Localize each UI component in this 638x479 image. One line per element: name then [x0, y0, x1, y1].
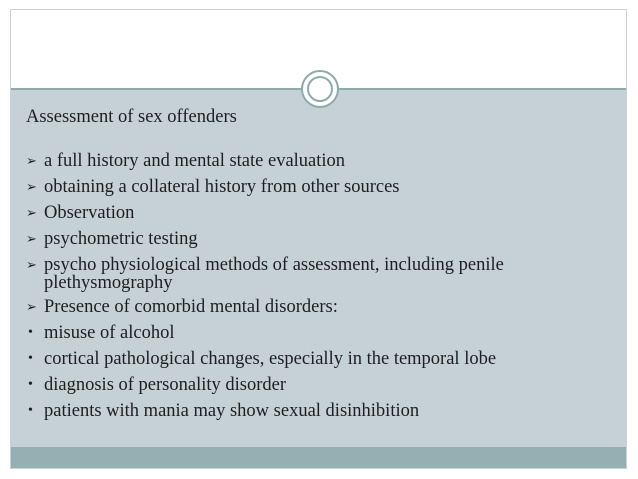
- arrow-bullet-icon: ➢: [26, 299, 37, 314]
- list-item-text: cortical pathological changes, especially in the temporal lobe: [44, 349, 497, 369]
- footer-band: [11, 447, 626, 468]
- dot-bullet-icon: •: [28, 351, 33, 366]
- dot-bullet-icon: •: [28, 377, 33, 392]
- dot-bullet-icon: •: [28, 325, 33, 340]
- inner-circle-ornament-icon: [307, 76, 333, 102]
- slide-body: [26, 106, 616, 426]
- list-item: [26, 150, 616, 172]
- list-item-text: Observation: [44, 203, 135, 223]
- list-item-text: misuse of alcohol: [44, 323, 175, 343]
- list-item-text: obtaining a collateral history from other sources: [44, 177, 400, 197]
- list-item: [26, 400, 616, 422]
- list-item: [26, 348, 616, 370]
- list-item: [26, 176, 616, 198]
- arrow-bullet-icon: ➢: [26, 231, 37, 246]
- list-item-text: psychometric testing: [44, 229, 198, 249]
- list-item: [26, 296, 616, 318]
- arrow-bullet-icon: ➢: [26, 179, 37, 194]
- list-item: [26, 254, 616, 292]
- list-item: [26, 374, 616, 396]
- slide-heading: Assessment of sex offenders: [26, 107, 237, 127]
- list-item-text: a full history and mental state evaluation: [44, 151, 346, 171]
- arrow-bullet-icon: ➢: [26, 153, 37, 168]
- list-item-text: Presence of comorbid mental disorders:: [44, 297, 338, 317]
- arrow-bullet-icon: ➢: [26, 205, 37, 220]
- list-item: [26, 322, 616, 344]
- arrow-bullet-icon: ➢: [26, 257, 37, 272]
- list-item-text: diagnosis of personality disorder: [44, 375, 286, 395]
- list-item-text: patients with mania may show sexual disinhibition: [44, 401, 420, 421]
- list-item: [26, 228, 616, 250]
- list-item: [26, 202, 616, 224]
- list-item-text: psycho physiological methods of assessment, including penile plethysmography: [44, 255, 504, 293]
- dot-bullet-icon: •: [28, 403, 33, 418]
